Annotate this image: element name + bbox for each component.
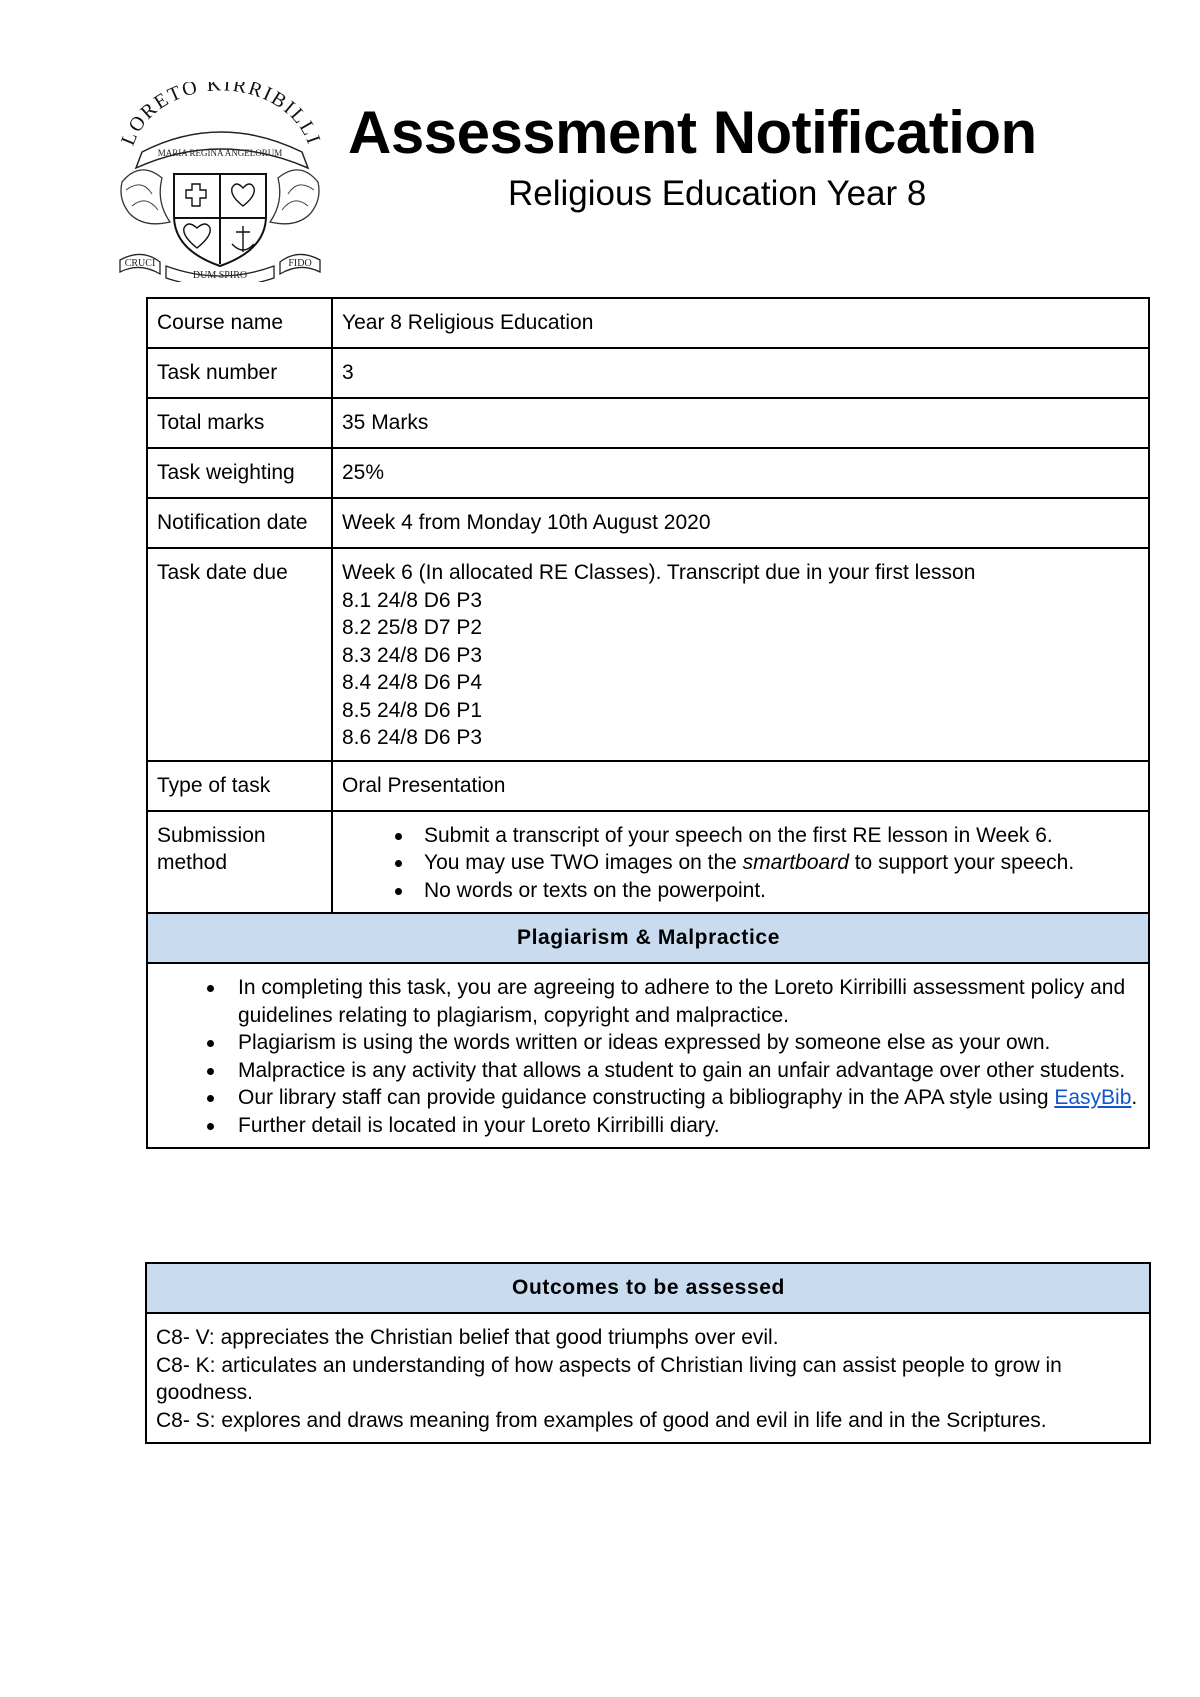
row-label: Submission method (147, 811, 332, 914)
outcomes-table (145, 1262, 1151, 1444)
list-item: Submit a transcript of your speech on the first RE lesson in Week 6. (342, 822, 1140, 850)
list-item: In completing this task, you are agreeing to adhere to the Loreto Kirribilli assessment policy and guidelines relating to plagiarism, copyright and malpractice. (157, 974, 1140, 1029)
task-details-table (146, 297, 1150, 1149)
list-item: No words or texts on the powerpoint. (342, 877, 1140, 905)
list-item: Plagiarism is using the words written or ideas expressed by someone else as your own. (157, 1029, 1140, 1057)
table-row (146, 1263, 1150, 1313)
row-value: Year 8 Religious Education (332, 298, 1149, 348)
table-row (147, 548, 1149, 761)
outcomes-body (146, 1313, 1150, 1443)
outcome-line: C8- V: appreciates the Christian belief that good triumphs over evil. (156, 1326, 779, 1349)
class-due-line: 8.6 24/8 D6 P3 (342, 726, 483, 749)
list-item-text: Our library staff can provide guidance constructing a bibliography in the APA style using (238, 1086, 1055, 1109)
submission-value (332, 811, 1149, 914)
outcome-line: C8- S: explores and draws meaning from examples of good and evil in life and in the Scriptures. (156, 1408, 1047, 1432)
outcomes-heading: Outcomes to be assessed (146, 1263, 1150, 1313)
italic-term: smartboard (742, 851, 849, 874)
table-row (147, 761, 1149, 811)
due-date-value (332, 548, 1149, 761)
row-value: 25% (332, 448, 1149, 498)
crest-motto-banner: MARIA REGINA ANGELORUM (157, 148, 283, 158)
page-title: Assessment Notification (348, 99, 1037, 166)
table-row (146, 1313, 1150, 1443)
row-label: Notification date (147, 498, 332, 548)
row-value: Oral Presentation (332, 761, 1149, 811)
table-row (147, 448, 1149, 498)
table-row (147, 498, 1149, 548)
row-label: Total marks (147, 398, 332, 448)
table-row (147, 913, 1149, 963)
table-row (147, 398, 1149, 448)
crest-motto-bottom-right: FIDO (288, 258, 312, 269)
plagiarism-list (157, 974, 1140, 1139)
class-due-line: 8.1 24/8 D6 P3 (342, 588, 483, 612)
outcome-line: C8- K: articulates an understanding of how aspects of Christian living can assist people to grow in goodness. (156, 1353, 1062, 1404)
due-intro: Week 6 (In allocated RE Classes). Transcript due in your first lesson (342, 561, 976, 584)
row-label: Course name (147, 298, 332, 348)
plagiarism-heading: Plagiarism & Malpractice (147, 913, 1149, 963)
easybib-link[interactable]: EasyBib (1054, 1086, 1132, 1109)
table-row (147, 348, 1149, 398)
row-label: Task number (147, 348, 332, 398)
class-due-line: 8.4 24/8 D6 P4 (342, 671, 483, 694)
class-due-line: 8.3 24/8 D6 P3 (342, 643, 483, 667)
class-due-line: 8.2 25/8 D7 P2 (342, 616, 483, 639)
class-due-line: 8.5 24/8 D6 P1 (342, 698, 483, 722)
row-value: 3 (332, 348, 1149, 398)
row-value: Week 4 from Monday 10th August 2020 (332, 498, 1149, 548)
page-subtitle: Religious Education Year 8 (508, 174, 927, 213)
table-row (147, 963, 1149, 1148)
list-item-text: to support your speech. (848, 851, 1075, 874)
list-item: Malpractice is any activity that allows a student to gain an unfair advantage over other students. (157, 1057, 1140, 1085)
row-label: Type of task (147, 761, 332, 811)
school-crest (112, 82, 328, 282)
row-label: Task date due (147, 548, 332, 761)
row-value: 35 Marks (332, 398, 1149, 448)
crest-motto-top: LORETO KIRRIBILLI (117, 82, 325, 149)
list-item: Further detail is located in your Loreto Kirribilli diary. (157, 1112, 1140, 1140)
table-row (147, 811, 1149, 914)
crest-motto-bottom-left: CRUCI (124, 258, 156, 269)
submission-list (342, 822, 1140, 905)
list-item-text: . (1131, 1086, 1138, 1109)
crest-motto-bottom-center: DUM SPIRO (192, 270, 248, 281)
plagiarism-body (147, 963, 1149, 1148)
list-item (157, 1084, 1140, 1112)
school-crest-icon (112, 82, 328, 282)
row-label: Task weighting (147, 448, 332, 498)
table-row (147, 298, 1149, 348)
list-item (342, 849, 1140, 877)
list-item-text: You may use TWO images on the (424, 851, 743, 874)
